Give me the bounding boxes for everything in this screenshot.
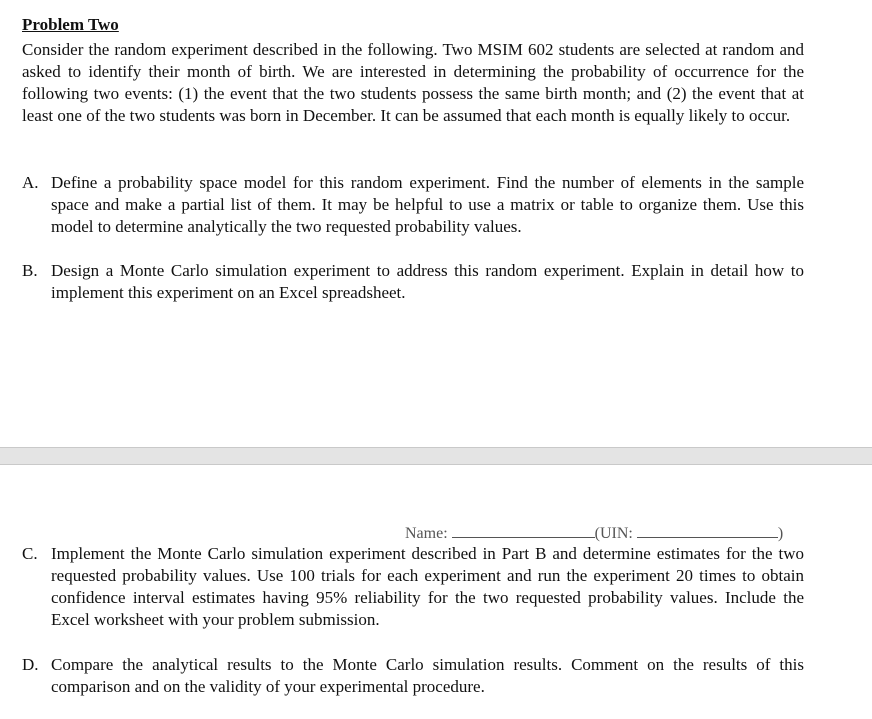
item-letter: B. (22, 261, 38, 280)
item-letter: A. (22, 173, 39, 192)
item-text: Implement the Monte Carlo simulation experiment described in Part B and determine estimates for the two requested probability values. Use 100 trials for each experiment and run the experiment 20 times to obtain confidence interval estimates having 95% reliability for the two requested probability values. Include the Excel worksheet with your problem submission. (51, 544, 804, 629)
item-letter: D. (22, 655, 39, 674)
item-text: Design a Monte Carlo simulation experiment to address this random experiment. Explain in detail how to implement this experiment on an Excel spreadsheet. (51, 261, 804, 302)
uin-label: (UIN: (594, 525, 633, 542)
name-uin-field (405, 522, 783, 544)
question-item-b (22, 260, 804, 304)
question-item-c (22, 543, 804, 631)
name-blank-line[interactable] (452, 522, 595, 538)
item-letter: C. (22, 544, 38, 563)
name-label: Name: (405, 525, 448, 542)
problem-intro-paragraph: Consider the random experiment described in the following. Two MSIM 602 students are selected at random and asked to identify their month of birth. We are interested in determining the probability of occurrence for the following two events: (1) the event that the two students possess the same birth month; and (2) the event that at least one of the two students was born in December. It can be assumed that each month is equally likely to occur. (22, 40, 804, 125)
item-text: Compare the analytical results to the Monte Carlo simulation results. Comment on the results of this comparison and on the validity of your experimental procedure. (51, 655, 804, 696)
page-break-gap (0, 447, 872, 465)
uin-close-paren: ) (777, 525, 784, 542)
question-item-a (22, 172, 804, 238)
problem-title: Problem Two (22, 15, 119, 34)
question-item-d (22, 654, 804, 698)
uin-blank-line[interactable] (637, 522, 778, 538)
item-text: Define a probability space model for this random experiment. Find the number of elements in the sample space and make a partial list of them. It may be helpful to use a matrix or table to organize them. Use this model to determine analytically the two requested probability values. (51, 173, 804, 236)
